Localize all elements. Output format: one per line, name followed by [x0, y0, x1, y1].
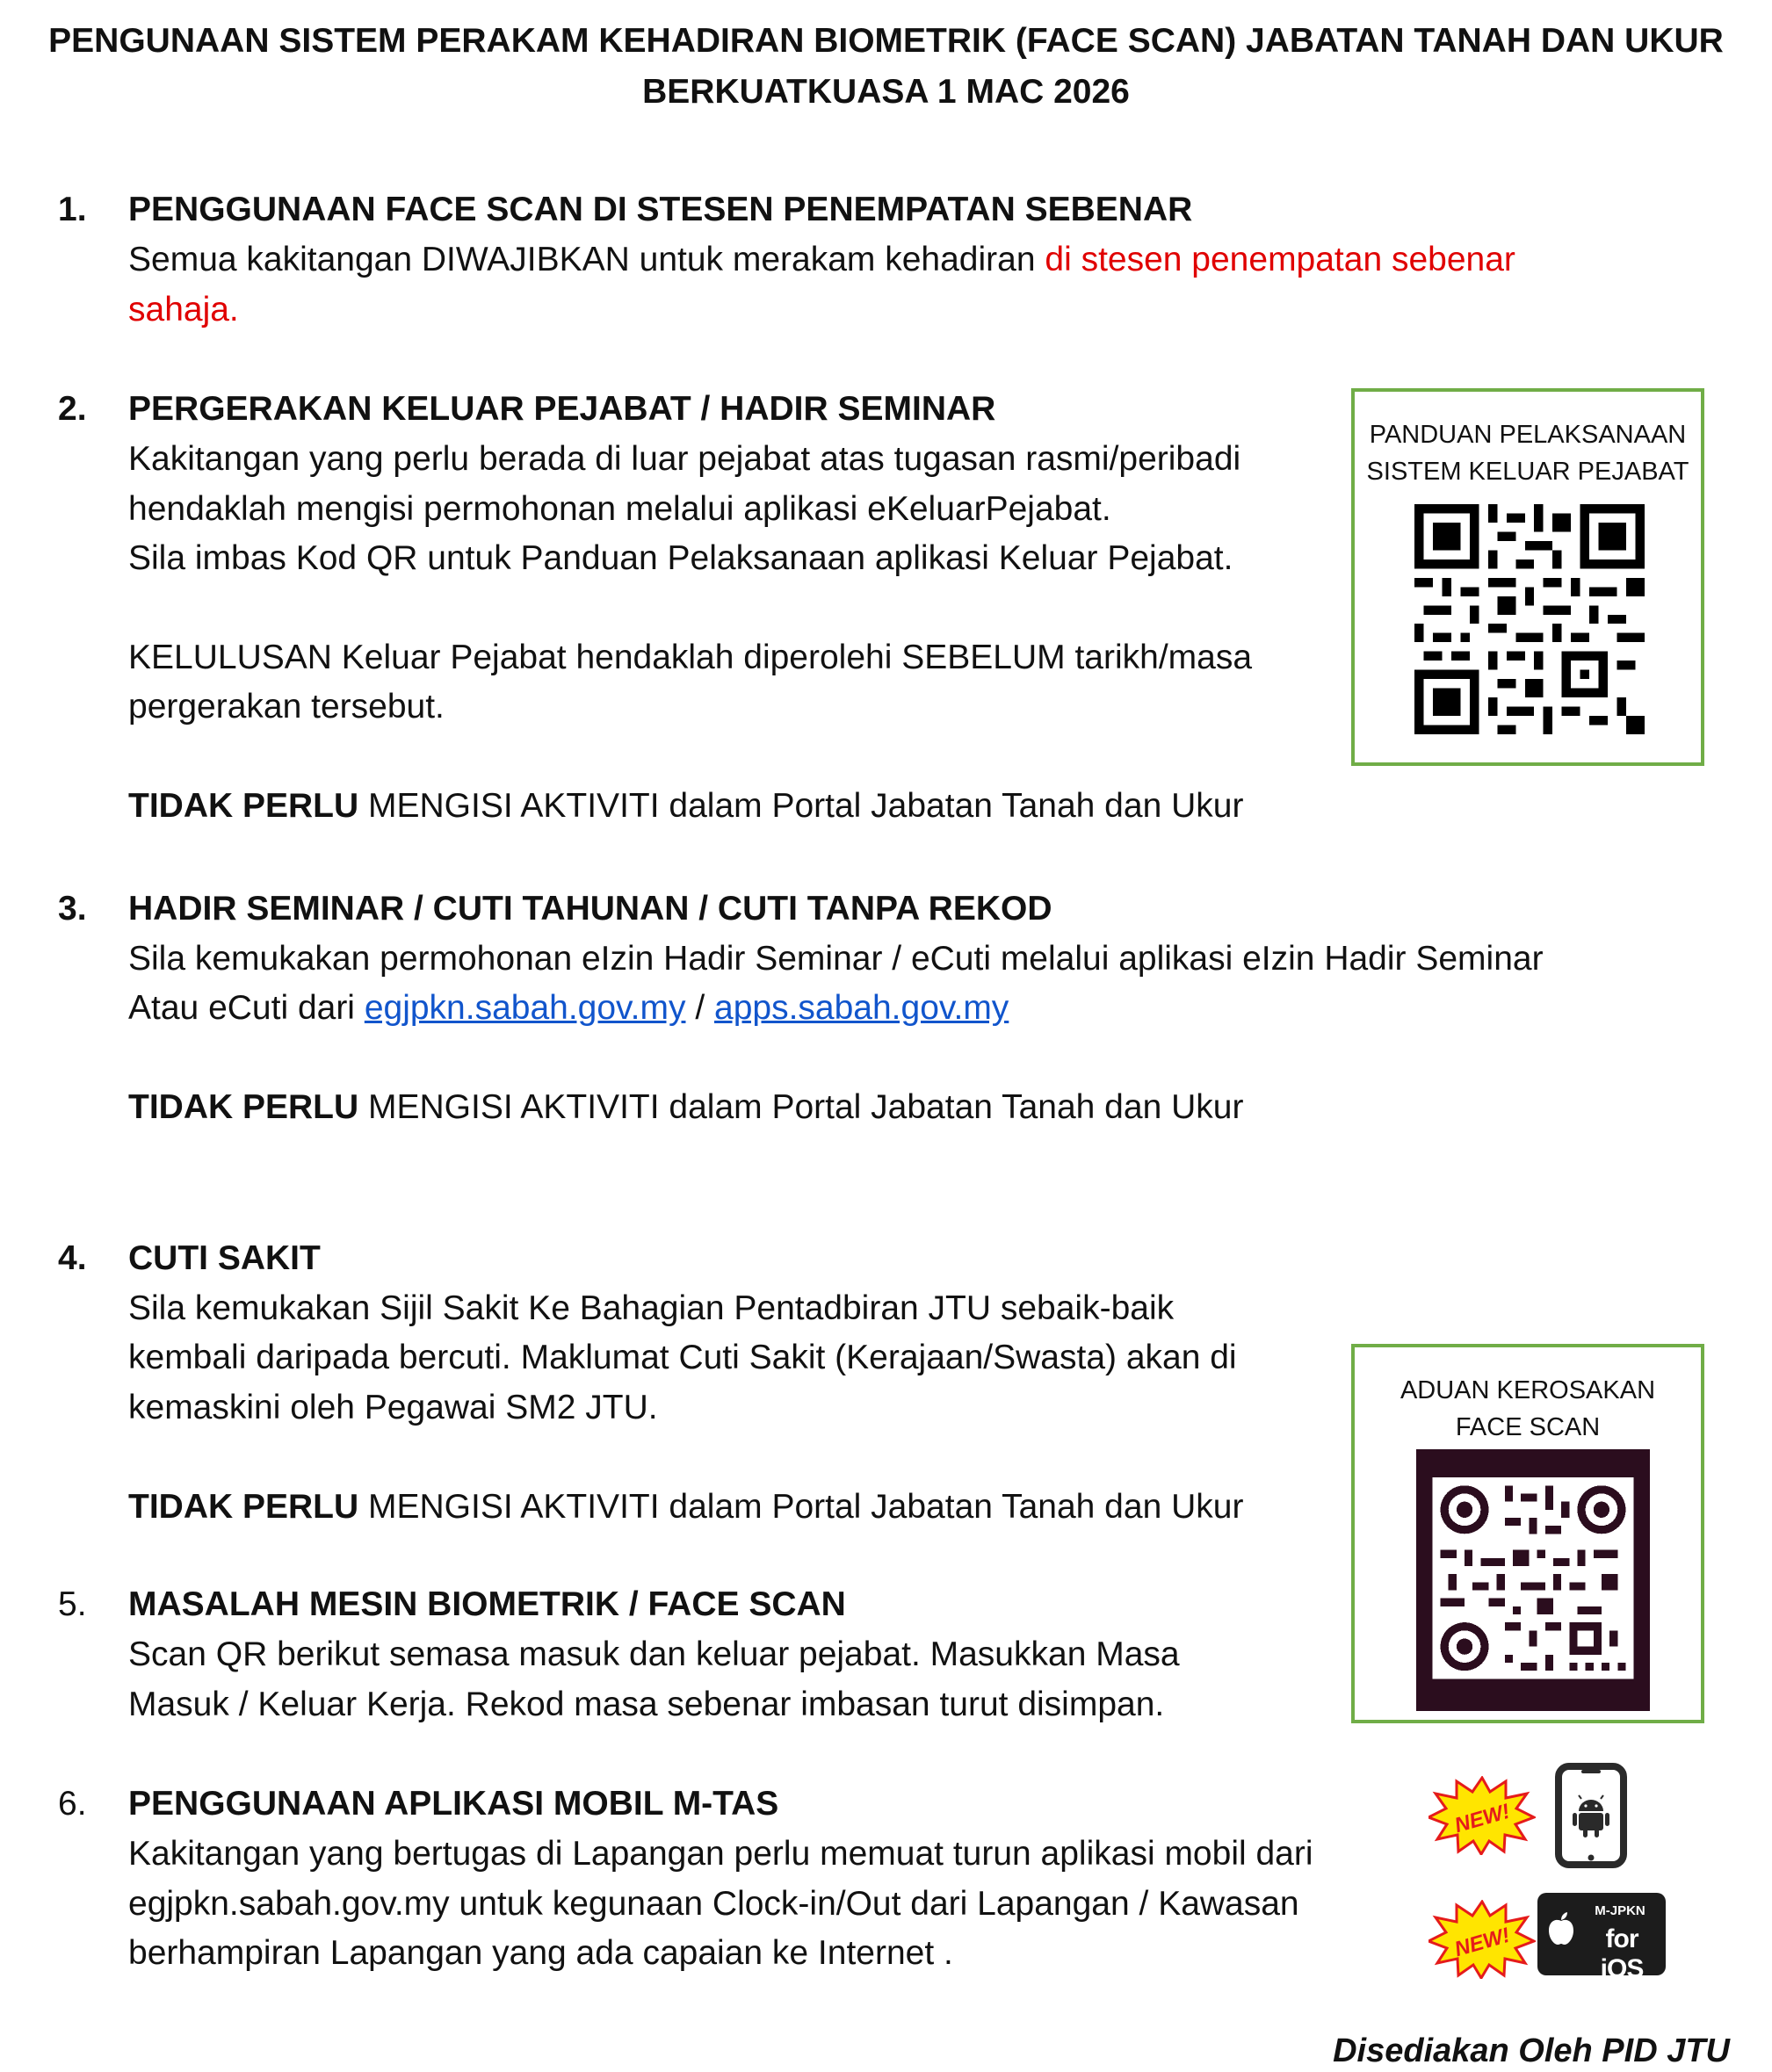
- egjpkn-link[interactable]: egjpkn.sabah.gov.my: [364, 989, 686, 1027]
- section-4-heading: CUTI SAKIT: [128, 1239, 321, 1277]
- section-6-line-1: Kakitangan yang bertugas di Lapangan perlu memuat turun aplikasi mobil dari: [128, 1835, 1313, 1873]
- qr-box-aduan: [1351, 1344, 1704, 1723]
- section-1-line-1-text: Semua kakitangan DIWAJIBKAN untuk merakam kehadiran: [128, 241, 1045, 278]
- apps-sabah-link[interactable]: apps.sabah.gov.my: [714, 989, 1009, 1027]
- section-1-line-2: sahaja.: [128, 291, 239, 328]
- section-1-line-1: [128, 235, 1515, 285]
- section-5-line-1: Scan QR berikut semasa masuk dan keluar pejabat. Masukkan Masa: [128, 1635, 1180, 1673]
- apple-icon: [1548, 1912, 1574, 1946]
- section-5-heading: MASALAH MESIN BIOMETRIK / FACE SCAN: [128, 1585, 846, 1623]
- section-2-line-5: pergerakan tersebut.: [128, 688, 445, 726]
- qr-code-keluar-pejabat-icon[interactable]: [1414, 504, 1645, 734]
- section-2-number: 2.: [58, 390, 87, 428]
- new-badge-text: NEW!: [1451, 1799, 1513, 1838]
- section-2-note-bold: TIDAK PERLU: [128, 787, 359, 825]
- prepared-by: Disediakan Oleh PID JTU: [1333, 2032, 1730, 2069]
- section-3-line-2: [128, 984, 1009, 1034]
- section-6-line-3: berhampiran Lapangan yang ada capaian ke Internet .: [128, 1934, 953, 1972]
- section-6-number: 6.: [58, 1785, 87, 1823]
- section-3-note-text: MENGISI AKTIVITI dalam Portal Jabatan Tanah dan Ukur: [358, 1088, 1244, 1126]
- page-title: [0, 16, 1772, 118]
- section-3-number: 3.: [58, 890, 87, 928]
- qr-box-2-caption-1: ADUAN KEROSAKAN: [1400, 1376, 1656, 1404]
- section-3-heading: HADIR SEMINAR / CUTI TAHUNAN / CUTI TANPA REKOD: [128, 890, 1052, 928]
- section-2-line-4: KELULUSAN Keluar Pejabat hendaklah diperolehi SEBELUM tarikh/masa: [128, 639, 1253, 676]
- section-4-line-2: kembali daripada bercuti. Maklumat Cuti Sakit (Kerajaan/Swasta) akan di: [128, 1339, 1237, 1376]
- section-6-heading: PENGGUNAAN APLIKASI MOBIL M-TAS: [128, 1785, 779, 1823]
- section-1-number: 1.: [58, 191, 87, 228]
- section-4-line-3: kemaskini oleh Pegawai SM2 JTU.: [128, 1389, 658, 1426]
- qr-box-1-caption-1: PANDUAN PELAKSANAAN: [1369, 421, 1687, 449]
- title-line-1: PENGUNAAN SISTEM PERAKAM KEHADIRAN BIOMETRIK (FACE SCAN) JABATAN TANAH DAN UKUR: [48, 22, 1724, 60]
- qr-box-keluar-pejabat: [1351, 388, 1704, 766]
- section-4-line-1: Sila kemukakan Sijil Sakit Ke Bahagian Pentadbiran JTU sebaik-baik: [128, 1289, 1175, 1327]
- section-2-line-2: hendaklah mengisi permohonan melalui aplikasi eKeluarPejabat.: [128, 490, 1111, 528]
- ios-app-badge[interactable]: [1537, 1893, 1666, 1983]
- section-1-heading: PENGGUNAAN FACE SCAN DI STESEN PENEMPATAN SEBENAR: [128, 191, 1193, 228]
- section-1-line-1-red: di stesen penempatan sebenar: [1045, 241, 1515, 278]
- android-phone-icon[interactable]: [1555, 1763, 1627, 1868]
- ios-badge-bottom-text: for iOS: [1600, 1924, 1644, 1983]
- section-6-line-2: egjpkn.sabah.gov.my untuk kegunaan Clock-in/Out dari Lapangan / Kawasan: [128, 1885, 1299, 1923]
- qr-box-1-caption-2: SISTEM KELUAR PEJABAT: [1366, 458, 1689, 486]
- section-3-note: [128, 1083, 1243, 1133]
- section-2-heading: PERGERAKAN KELUAR PEJABAT / HADIR SEMINAR: [128, 390, 996, 428]
- link-separator: /: [685, 989, 714, 1027]
- ios-badge-top-text: M-JPKN: [1595, 1903, 1645, 1918]
- section-2-note: [128, 782, 1243, 832]
- section-2-line-1: Kakitangan yang perlu berada di luar pejabat atas tugasan rasmi/peribadi: [128, 440, 1241, 478]
- title-line-2: BERKUATKUASA 1 MAC 2026: [642, 73, 1130, 111]
- qr-code-aduan-icon[interactable]: [1416, 1449, 1650, 1711]
- new-badge-icon: [1428, 1776, 1536, 1855]
- section-3-note-bold: TIDAK PERLU: [128, 1088, 359, 1126]
- section-2-line-3: Sila imbas Kod QR untuk Panduan Pelaksanaan aplikasi Keluar Pejabat.: [128, 539, 1233, 577]
- section-3-line-1: Sila kemukakan permohonan eIzin Hadir Seminar / eCuti melalui aplikasi eIzin Hadir Seminar: [128, 940, 1544, 978]
- section-4-note: [128, 1483, 1243, 1533]
- section-5-number: 5.: [58, 1585, 87, 1623]
- qr-box-2-caption-2: FACE SCAN: [1455, 1413, 1601, 1441]
- section-4-note-bold: TIDAK PERLU: [128, 1488, 359, 1526]
- new-badge-icon: [1428, 1900, 1536, 1979]
- section-2-note-text: MENGISI AKTIVITI dalam Portal Jabatan Tanah dan Ukur: [358, 787, 1244, 825]
- section-4-number: 4.: [58, 1239, 87, 1277]
- new-badge-text: NEW!: [1451, 1923, 1513, 1962]
- section-4-note-text: MENGISI AKTIVITI dalam Portal Jabatan Tanah dan Ukur: [358, 1488, 1244, 1526]
- section-5-line-2: Masuk / Keluar Kerja. Rekod masa sebenar imbasan turut disimpan.: [128, 1686, 1165, 1723]
- section-3-line-2-text: Atau eCuti dari: [128, 989, 365, 1027]
